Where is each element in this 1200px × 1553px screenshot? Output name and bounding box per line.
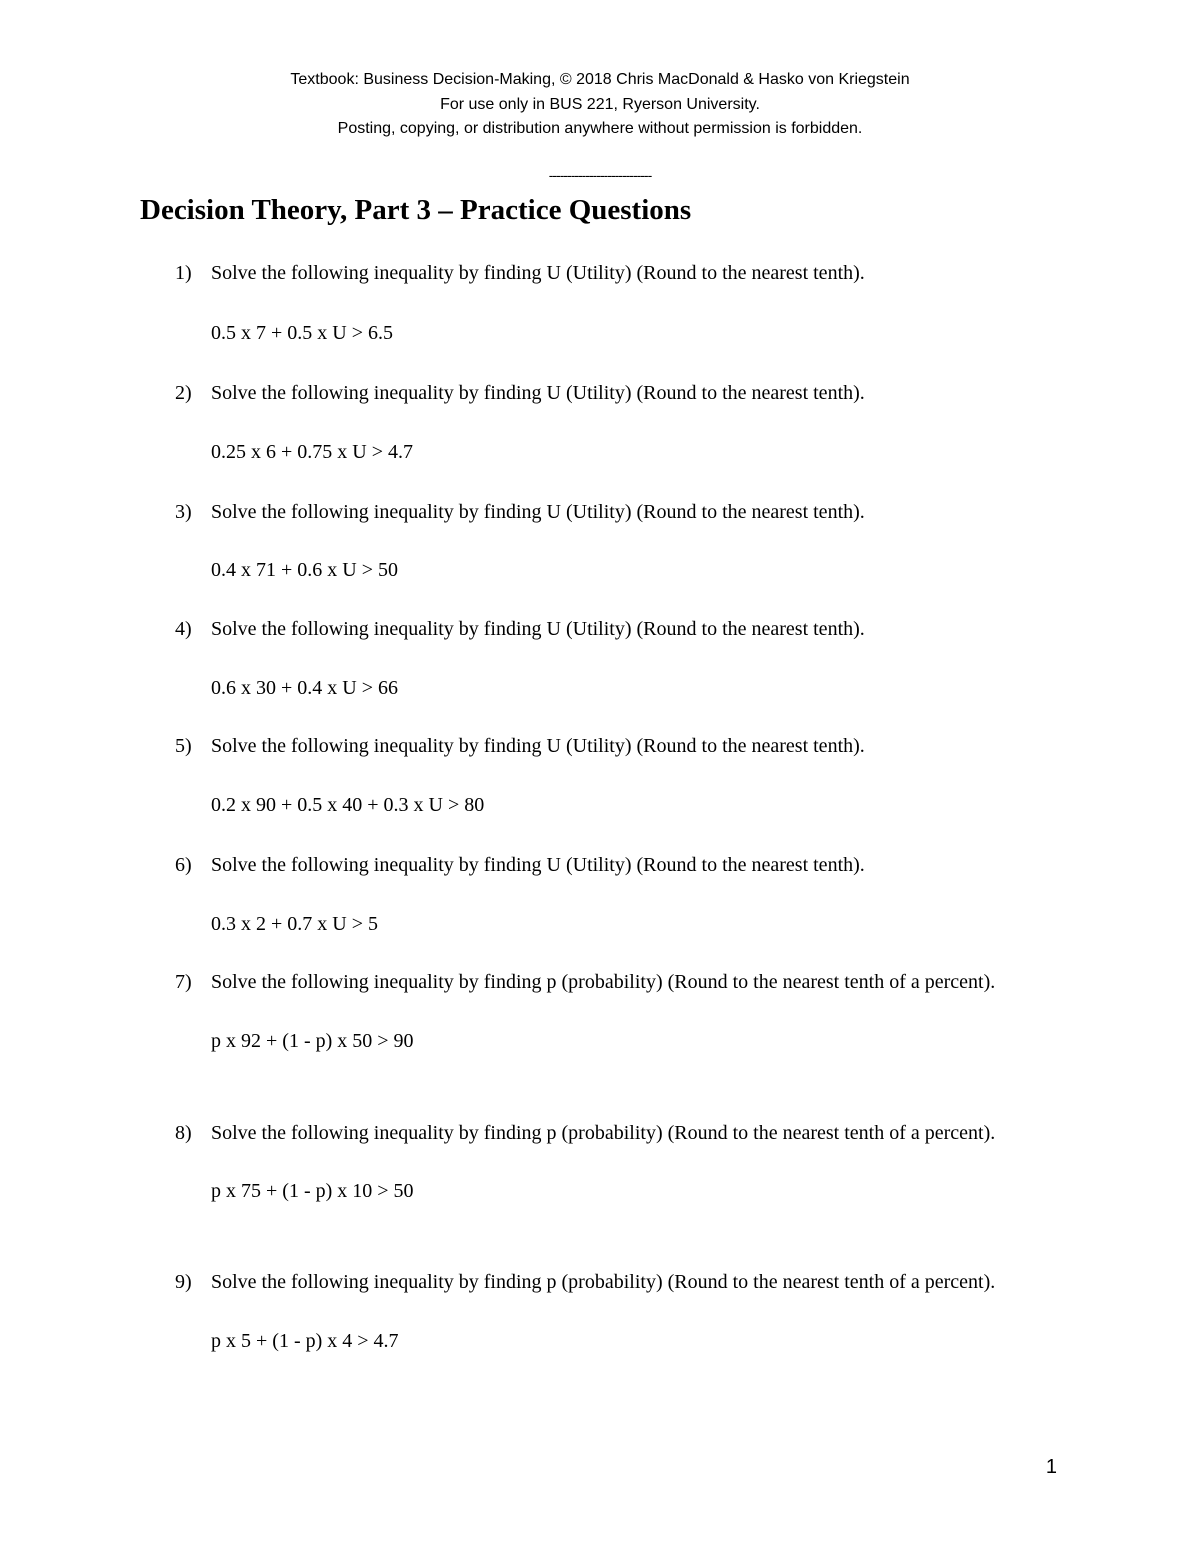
question-prompt: Solve the following inequality by finding p (probability) (Round to the nearest tenth of a percent). <box>211 971 996 993</box>
question-3 <box>175 497 1055 586</box>
question-number: 1) <box>175 262 192 284</box>
question-number: 7) <box>175 971 192 993</box>
question-prompt: Solve the following inequality by finding U (Utility) (Round to the nearest tenth). <box>211 618 865 640</box>
page-number: 1 <box>1045 1456 1057 1478</box>
document-header <box>0 68 1200 142</box>
question-number: 6) <box>175 854 192 876</box>
question-number: 5) <box>175 735 192 757</box>
question-number: 4) <box>175 618 192 640</box>
question-4 <box>175 614 1055 704</box>
question-prompt: Solve the following inequality by finding U (Utility) (Round to the nearest tenth). <box>211 854 865 876</box>
question-expression: 0.6 x 30 + 0.4 x U > 66 <box>211 677 399 699</box>
question-prompt: Solve the following inequality by finding U (Utility) (Round to the nearest tenth). <box>211 262 865 284</box>
header-permission-line: Posting, copying, or distribution anywhere without permission is forbidden. <box>337 120 863 137</box>
header-divider: ---------------------------- <box>548 167 652 183</box>
question-7 <box>175 967 1055 1057</box>
question-number: 9) <box>175 1271 192 1293</box>
question-9 <box>175 1267 1055 1357</box>
question-2 <box>175 378 1055 468</box>
header-course-line: For use only in BUS 221, Ryerson University. <box>440 95 760 113</box>
question-expression: p x 92 + (1 - p) x 50 > 90 <box>211 1030 414 1052</box>
header-textbook-line: Textbook: Business Decision-Making, © 2018 Chris MacDonald & Hasko von Kriegstein <box>290 71 910 88</box>
question-number: 2) <box>175 382 192 404</box>
question-prompt: Solve the following inequality by finding p (probability) (Round to the nearest tenth of a percent). <box>211 1271 996 1293</box>
question-expression: 0.3 x 2 + 0.7 x U > 5 <box>211 913 379 935</box>
question-prompt: Solve the following inequality by finding U (Utility) (Round to the nearest tenth). <box>211 501 865 523</box>
question-expression: 0.25 x 6 + 0.75 x U > 4.7 <box>211 441 414 463</box>
question-number: 3) <box>175 501 192 523</box>
question-number: 8) <box>175 1122 192 1144</box>
question-expression: 0.2 x 90 + 0.5 x 40 + 0.3 x U > 80 <box>211 794 485 816</box>
question-6 <box>175 850 1055 940</box>
question-expression: 0.5 x 7 + 0.5 x U > 6.5 <box>211 322 394 344</box>
question-5 <box>175 731 1055 821</box>
question-prompt: Solve the following inequality by finding U (Utility) (Round to the nearest tenth). <box>211 735 865 757</box>
question-8 <box>175 1118 1055 1207</box>
question-prompt: Solve the following inequality by finding p (probability) (Round to the nearest tenth of a percent). <box>211 1122 996 1144</box>
question-expression: 0.4 x 71 + 0.6 x U > 50 <box>211 559 399 581</box>
page-title: Decision Theory, Part 3 – Practice Questions <box>140 194 692 226</box>
question-expression: p x 5 + (1 - p) x 4 > 4.7 <box>211 1330 399 1352</box>
question-prompt: Solve the following inequality by finding U (Utility) (Round to the nearest tenth). <box>211 382 865 404</box>
question-1 <box>175 258 1055 349</box>
question-expression: p x 75 + (1 - p) x 10 > 50 <box>211 1180 414 1202</box>
